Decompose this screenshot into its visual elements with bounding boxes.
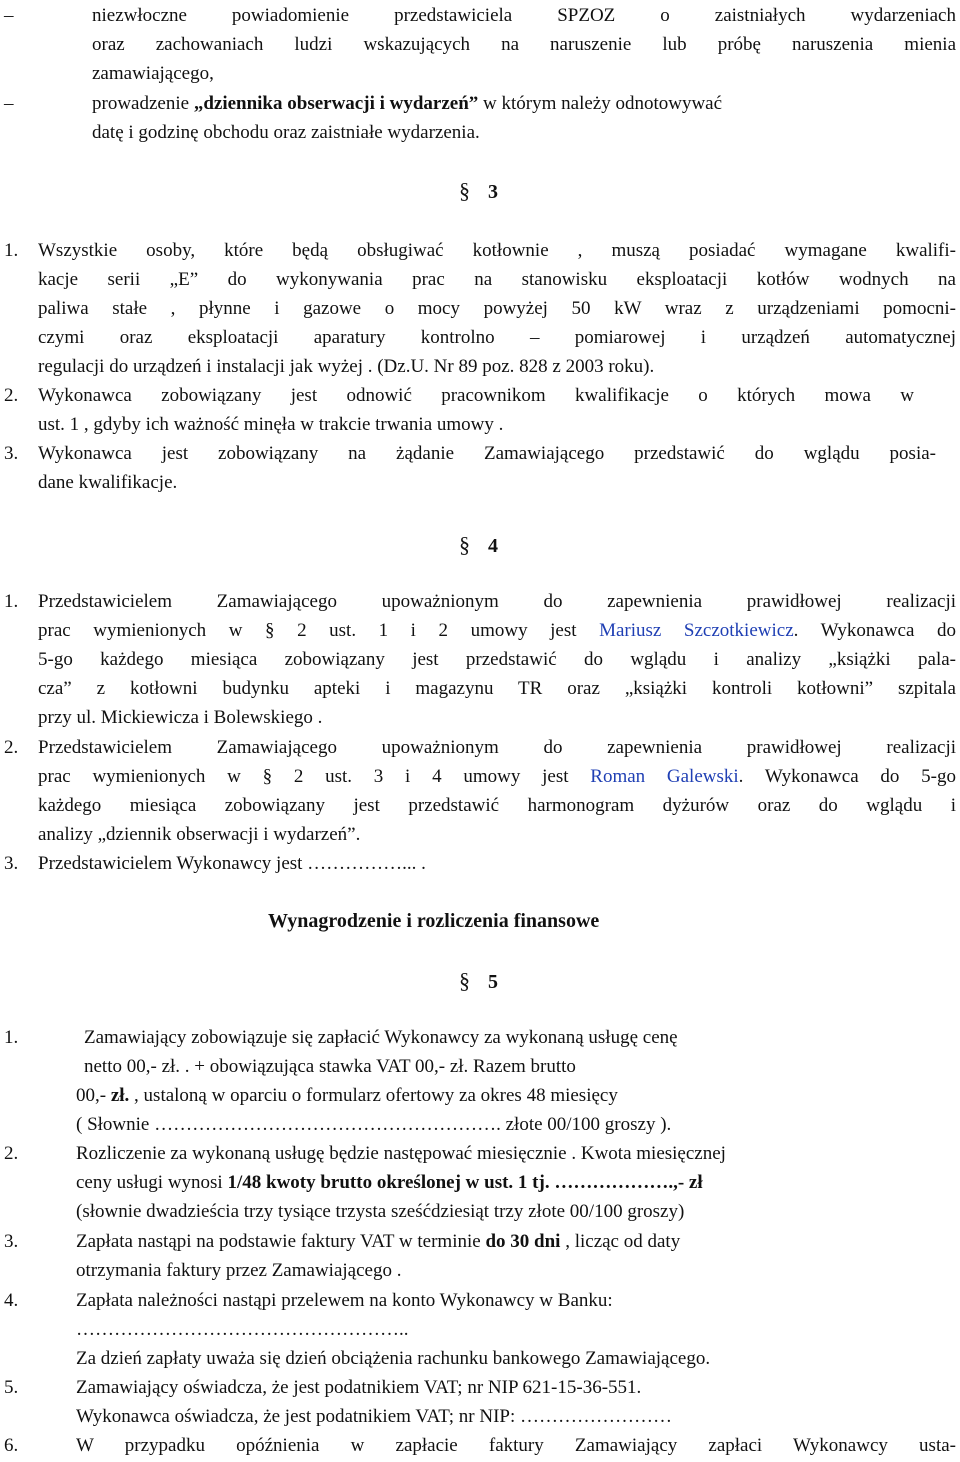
s5-p3-line2: otrzymania faktury przez Zamawiającego .	[76, 1260, 402, 1281]
s5-p2-line1: Rozliczenie za wykonaną usługę będzie następować miesięcznie . Kwota miesięcznej	[76, 1143, 726, 1164]
s4-p2-num: 2.	[4, 737, 19, 758]
s5-p2-line2: ceny usługi wynosi 1/48 kwoty brutto określonej w ust. 1 tj. ……………….,- zł	[76, 1172, 703, 1193]
section-number: 4	[488, 535, 498, 557]
s5-p4-line1: Zapłata należności nastąpi przelewem na konto Wykonawcy w Banku:	[76, 1290, 613, 1311]
s3-p1-line: regulacji do urządzeń i instalacji jak wyżej . (Dz.U. Nr 89 poz. 828 z 2003 roku).	[38, 356, 655, 377]
s3-p2-line: ust. 1 , gdyby ich ważność minęła w trakcie trwania umowy .	[38, 414, 504, 435]
intro-item1-line2: oraz zachowaniach ludzi wskazujących na naruszenie lub próbę naruszenia mienia	[92, 34, 956, 55]
s4-p2-line2: prac wymienionych w § 2 ust. 3 i 4 umowy jest Roman Galewski. Wykonawca do 5-go	[38, 766, 956, 787]
journal-name: „dziennika obserwacji i wydarzeń”	[193, 93, 479, 114]
section-symbol: §	[459, 532, 470, 557]
s3-p3-num: 3.	[4, 443, 19, 464]
s5-p2-num: 2.	[4, 1143, 19, 1164]
section-symbol: §	[459, 178, 470, 203]
s4-p1-line1: Przedstawicielem Zamawiającego upoważnionym do zapewnienia prawidłowej realizacji	[38, 591, 956, 612]
s5-p5-line2: Wykonawca oświadcza, że jest podatnikiem VAT; nr NIP: ……………………	[76, 1406, 673, 1427]
section-3-heading	[459, 178, 498, 204]
intro-item2-line2: datę i godzinę obchodu oraz zaistniałe wydarzenia.	[92, 122, 480, 143]
section-5-heading	[459, 968, 498, 994]
s4-p1-line5: przy ul. Mickiewicza i Bolewskiego .	[38, 707, 323, 728]
list-dash: –	[4, 93, 14, 114]
s4-p3-text: Przedstawicielem Wykonawcy jest ……………... .	[38, 853, 426, 874]
s3-p1-line: kacje serii „E” do wykonywania prac na stanowisku eksploatacji kotłów wodnych na	[38, 269, 956, 290]
representative-name: Roman Galewski	[590, 766, 739, 787]
intro-item1-line3: zamawiającego,	[92, 63, 214, 84]
s3-p2-line: Wykonawca zobowiązany jest odnowić pracownikom kwalifikacje o których mowa w	[38, 385, 914, 406]
s5-p1-line3: 00,- zł. , ustaloną w oparciu o formularz ofertowy za okres 48 miesięcy	[76, 1085, 618, 1106]
s4-p2-line4: analizy „dziennik obserwacji i wydarzeń”.	[38, 824, 361, 845]
s4-p1-line2: prac wymienionych w § 2 ust. 1 i 2 umowy jest Mariusz Szczotkiewicz. Wykonawca do	[38, 620, 956, 641]
s5-p5-num: 5.	[4, 1377, 19, 1398]
s4-p2-line1: Przedstawicielem Zamawiającego upoważnionym do zapewnienia prawidłowej realizacji	[38, 737, 956, 758]
s4-p1-line3: 5-go każdego miesiąca zobowiązany jest przedstawić do wglądu i analizy „książki pala-	[38, 649, 956, 670]
s3-p1-line: czymi oraz eksploatacji aparatury kontrolno – pomiarowej i urządzeń automatycznej	[38, 327, 956, 348]
s5-p5-line1: Zamawiający oświadcza, że jest podatnikiem VAT; nr NIP 621-15-36-551.	[76, 1377, 642, 1398]
s4-p1-num: 1.	[4, 591, 19, 612]
s5-p1-num: 1.	[4, 1027, 19, 1048]
intro-item2-line1: prowadzenie „dziennika obserwacji i wydarzeń” w którym należy odnotowywać	[92, 93, 723, 114]
s5-p6-line1: W przypadku opóźnienia w zapłacie faktury Zamawiający zapłaci Wykonawcy usta-	[76, 1435, 956, 1456]
s3-p2-num: 2.	[4, 385, 19, 406]
section-4-heading	[459, 532, 498, 558]
s3-p1-line: Wszystkie osoby, które będą obsługiwać kotłownie , muszą posiadać wymagane kwalifi-	[38, 240, 956, 261]
section-number: 3	[488, 181, 498, 203]
s5-p6-num: 6.	[4, 1435, 19, 1456]
monthly-amount: 1/48 kwoty brutto określonej w ust. 1 tj. ……………….,- zł	[227, 1172, 703, 1193]
payment-term: do 30 dni	[485, 1231, 561, 1252]
s3-p3-line: Wykonawca jest zobowiązany na żądanie Zamawiającego przedstawić do wglądu posia-	[38, 443, 936, 464]
s3-p1-line: paliwa stałe , płynne i gazowe o mocy powyżej 50 kW wraz z urządzeniami pomocni-	[38, 298, 956, 319]
payment-heading: Wynagrodzenie i rozliczenia finansowe	[268, 910, 600, 932]
section-number: 5	[488, 971, 498, 993]
s5-p3-num: 3.	[4, 1231, 19, 1252]
s5-p4-line2: ……………………………………………..	[76, 1319, 409, 1340]
s5-p3-line1: Zapłata nastąpi na podstawie faktury VAT w terminie do 30 dni , licząc od daty	[76, 1231, 681, 1252]
s5-p4-line3: Za dzień zapłaty uważa się dzień obciążenia rachunku bankowego Zamawiającego.	[76, 1348, 711, 1369]
section-symbol: §	[459, 968, 470, 993]
s5-p1-line4: ( Słownie ………………………………………………. złote 00/100 groszy ).	[76, 1114, 672, 1135]
s4-p2-line3: każdego miesiąca zobowiązany jest przedstawić harmonogram dyżurów oraz do wglądu i	[38, 795, 956, 816]
s3-p1-num: 1.	[4, 240, 19, 261]
s4-p3-num: 3.	[4, 853, 19, 874]
s4-p1-line4: cza” z kotłowni budynku apteki i magazynu TR oraz „książki kontroli kotłowni” szpitala	[38, 678, 956, 699]
list-dash: –	[4, 5, 14, 26]
s3-p3-line: dane kwalifikacje.	[38, 472, 178, 493]
s5-p1-line1: Zamawiający zobowiązuje się zapłacić Wykonawcy za wykonaną usługę cenę	[84, 1027, 678, 1048]
s5-p1-line2: netto 00,- zł. . + obowiązująca stawka VAT 00,- zł. Razem brutto	[84, 1056, 576, 1077]
representative-name: Mariusz Szczotkiewicz	[599, 620, 794, 641]
s5-p4-num: 4.	[4, 1290, 19, 1311]
s5-p2-line3: (słownie dwadzieścia trzy tysiące trzysta sześćdziesiąt trzy złote 00/100 groszy)	[76, 1201, 685, 1222]
intro-item1-line1: niezwłoczne powiadomienie przedstawiciela SPZOZ o zaistniałych wydarzeniach	[92, 5, 956, 26]
